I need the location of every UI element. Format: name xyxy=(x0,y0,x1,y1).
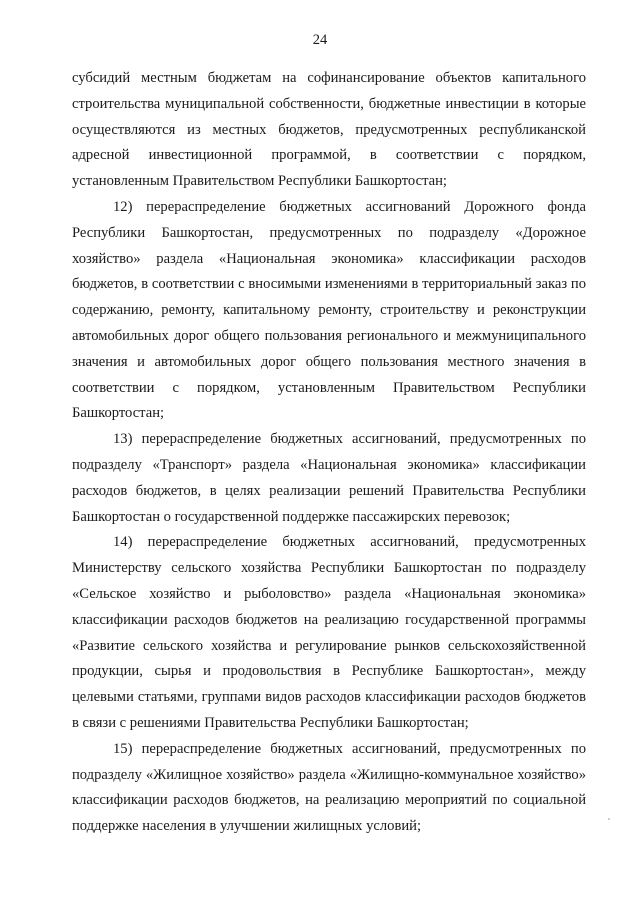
paragraph-continuation: субсидий местным бюджетам на софинансирование объектов капитального строительства муниципальной собственности, бюджетные инвестиции в которые осуществляются из местных бюджетов, предусмотренных республиканской адресной инвестиционной программой, в соответствии с порядком, установленным Правительством Республики Башкортостан; xyxy=(72,70,586,190)
scan-speck xyxy=(608,818,610,820)
page-number: 24 xyxy=(312,32,328,48)
paragraph-item-13: 13) перераспределение бюджетных ассигнований, предусмотренных по подразделу «Транспорт» раздела «Национальная экономика» классификации расходов бюджетов, в целях реализации решений Правительства Республики Башкортостан о государственной поддержке пассажирских перевозок; xyxy=(72,431,586,525)
paragraph-item-12: 12) перераспределение бюджетных ассигнований Дорожного фонда Республики Башкортостан, предусмотренных по подразделу «Дорожное хозяйство» раздела «Национальная экономика» классификации расходов бюджетов, в соответствии с вносимыми изменениями в территориальный заказ по содержанию, ремонту, капитальному ремонту, строительству и реконструкции автомобильных дорог общего пользования регионального и межмуниципального значения и автомобильных дорог общего пользования местного значения в соответствии с порядком, установленным Правительством Республики Башкортостан; xyxy=(72,198,586,422)
paragraph-item-15: 15) перераспределение бюджетных ассигнований, предусмотренных по подразделу «Жилищное хозяйство» раздела «Жилищно-коммунальное хозяйство» классификации расходов бюджетов, на реализацию мероприятий по социальной поддержке населения в улучшении жилищных условий; xyxy=(72,740,586,835)
document-body xyxy=(72,66,586,840)
paragraph-item-14: 14) перераспределение бюджетных ассигнований, предусмотренных Министерству сельского хозяйства Республики Башкортостан по подразделу «Сельское хозяйство и рыболовство» раздела «Национальная экономика» классификации расходов бюджетов на реализацию государственной программы «Развитие сельского хозяйства и регулирование рынков сельскохозяйственной продукции, сырья и продовольствия в Республике Башкортостан», между целевыми статьями, группами видов расходов классификации расходов бюджетов в связи с решениями Правительства Республики Башкортостан; xyxy=(72,534,586,731)
